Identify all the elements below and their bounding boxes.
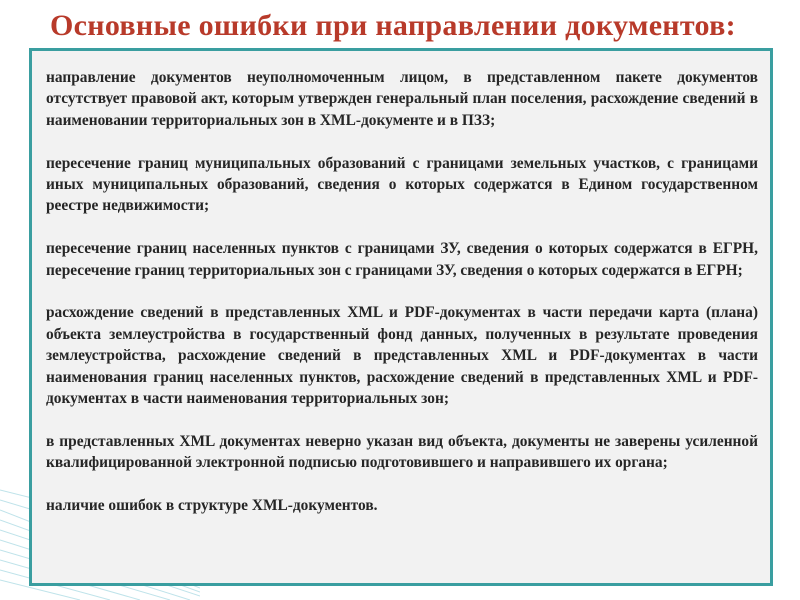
slide-title: Основные ошибки при направлении документов: — [50, 9, 736, 42]
error-item: направление документов неуполномоченным лицом, в представленном пакете документов отсутствует правовой акт, которым утвержден генеральный план поселения, расхождение сведений в наименовании территориальных зон в XML-документе и в ПЗЗ; — [46, 69, 758, 129]
errors-panel — [29, 48, 773, 586]
error-item: расхождение сведений в представленных XML и PDF-документах в части передачи карта (плана) объекта землеустройства в государственный фонд данных, полученных в результате проведения землеустройства, расхождение сведений в представленных XML и PDF-документах в части наименования границ населенных пунктов, расхождение сведений в представленных XML и PDF-документах в части наименования территориальных зон; — [46, 304, 758, 408]
error-item: в представленных XML документах неверно указан вид объекта, документы не заверены усиленной квалифицированной электронной подписью подготовившего и направившего их органа; — [46, 432, 758, 472]
error-item: пересечение границ муниципальных образований с границами земельных участков, с границами иных муниципальных образований, сведения о которых содержатся в Едином государственном реестре недвижимости; — [46, 154, 758, 215]
error-item: наличие ошибок в структуре XML-документов. — [46, 497, 378, 515]
error-item: пересечение границ населенных пунктов с границами ЗУ, сведения о которых содержатся в ЕГРН, пересечение границ территориальных зон с границами ЗУ, сведения о которых содержатся в ЕГРН; — [46, 240, 758, 279]
